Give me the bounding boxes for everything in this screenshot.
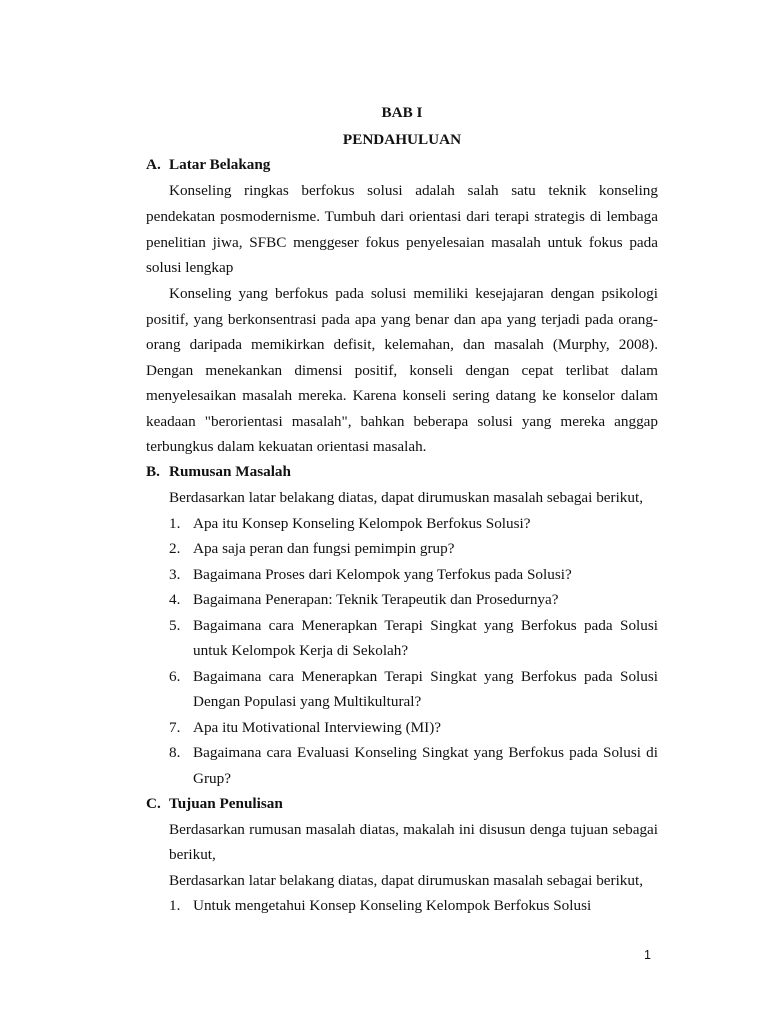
list-item-text: Untuk mengetahui Konsep Konseling Kelompok Berfokus Solusi <box>193 897 592 914</box>
list-item-text: Grup? <box>193 770 231 787</box>
list-item-text: Bagaimana Proses dari Kelompok yang Terfokus pada Solusi? <box>193 566 572 583</box>
paragraph-line: menyelesaikan masalah mereka. Karena konseli sering datang ke konselor dalam <box>146 387 658 404</box>
chapter-title: PENDAHULUAN <box>342 131 462 148</box>
section-c-intro: berikut, <box>169 846 216 863</box>
paragraph-line: Konseling yang berfokus pada solusi memiliki kesejajaran dengan psikologi <box>169 285 658 302</box>
section-c-marker: C. <box>146 795 161 812</box>
paragraph-line: pendekatan posmodernisme. Tumbuh dari orientasi dari terapi strategis di lembaga <box>146 208 658 225</box>
section-b-intro: Berdasarkan latar belakang diatas, dapat dirumuskan masalah sebagai berikut, <box>169 489 644 506</box>
paragraph-line: orang daripada memikirkan defisit, kelemahan, dan masalah (Murphy, 2008). <box>146 336 658 353</box>
list-item-text: Bagaimana Penerapan: Teknik Terapeutik dan Prosedurnya? <box>193 591 559 608</box>
list-item-text: untuk Kelompok Kerja di Sekolah? <box>193 642 409 659</box>
paragraph-line: positif, yang berkonsentrasi pada apa yang benar dan apa yang terjadi pada orang- <box>146 311 658 328</box>
section-a-marker: A. <box>146 156 161 173</box>
paragraph-line: Dengan menekankan dimensi positif, konseli dengan cepat terlibat dalam <box>146 362 658 379</box>
paragraph-line: keadaan "berorientasi masalah", bahkan beberapa solusi yang mereka anggap <box>146 413 658 430</box>
list-item-text: Bagaimana cara Menerapkan Terapi Singkat yang Berfokus pada Solusi <box>193 668 658 685</box>
chapter-number: BAB I <box>381 104 423 121</box>
section-b-heading: Rumusan Masalah <box>169 463 291 480</box>
list-item-number: 6. <box>169 668 181 685</box>
page-number: 1 <box>644 948 651 962</box>
section-a-heading: Latar Belakang <box>169 156 271 173</box>
list-item-number: 5. <box>169 617 181 634</box>
list-item-text: Bagaimana cara Evaluasi Konseling Singkat yang Berfokus pada Solusi di <box>193 744 658 761</box>
list-item-number: 1. <box>169 897 181 914</box>
list-item-text: Apa itu Konsep Konseling Kelompok Berfokus Solusi? <box>193 515 531 532</box>
list-item-number: 2. <box>169 540 181 557</box>
list-item-text: Apa saja peran dan fungsi pemimpin grup? <box>193 540 455 557</box>
list-item-text: Dengan Populasi yang Multikultural? <box>193 693 422 710</box>
paragraph-line: penelitian jiwa, SFBC menggeser fokus penyelesaian masalah untuk fokus pada <box>146 234 658 251</box>
list-item-text: Bagaimana cara Menerapkan Terapi Singkat yang Berfokus pada Solusi <box>193 617 658 634</box>
list-item-number: 4. <box>169 591 181 608</box>
paragraph-line: Konseling ringkas berfokus solusi adalah salah satu teknik konseling <box>169 182 658 199</box>
section-b-marker: B. <box>146 463 160 480</box>
list-item-text: Apa itu Motivational Interviewing (MI)? <box>193 719 441 736</box>
list-item-number: 1. <box>169 515 181 532</box>
section-c-intro: Berdasarkan rumusan masalah diatas, makalah ini disusun denga tujuan sebagai <box>169 821 658 838</box>
paragraph-line: terbungkus dalam kekuatan orientasi masalah. <box>146 438 427 455</box>
section-c-heading: Tujuan Penulisan <box>169 795 283 812</box>
paragraph-line: solusi lengkap <box>146 259 234 276</box>
list-item-number: 7. <box>169 719 181 736</box>
section-c-intro-2: Berdasarkan latar belakang diatas, dapat dirumuskan masalah sebagai berikut, <box>169 872 644 889</box>
list-item-number: 3. <box>169 566 181 583</box>
list-item-number: 8. <box>169 744 181 761</box>
